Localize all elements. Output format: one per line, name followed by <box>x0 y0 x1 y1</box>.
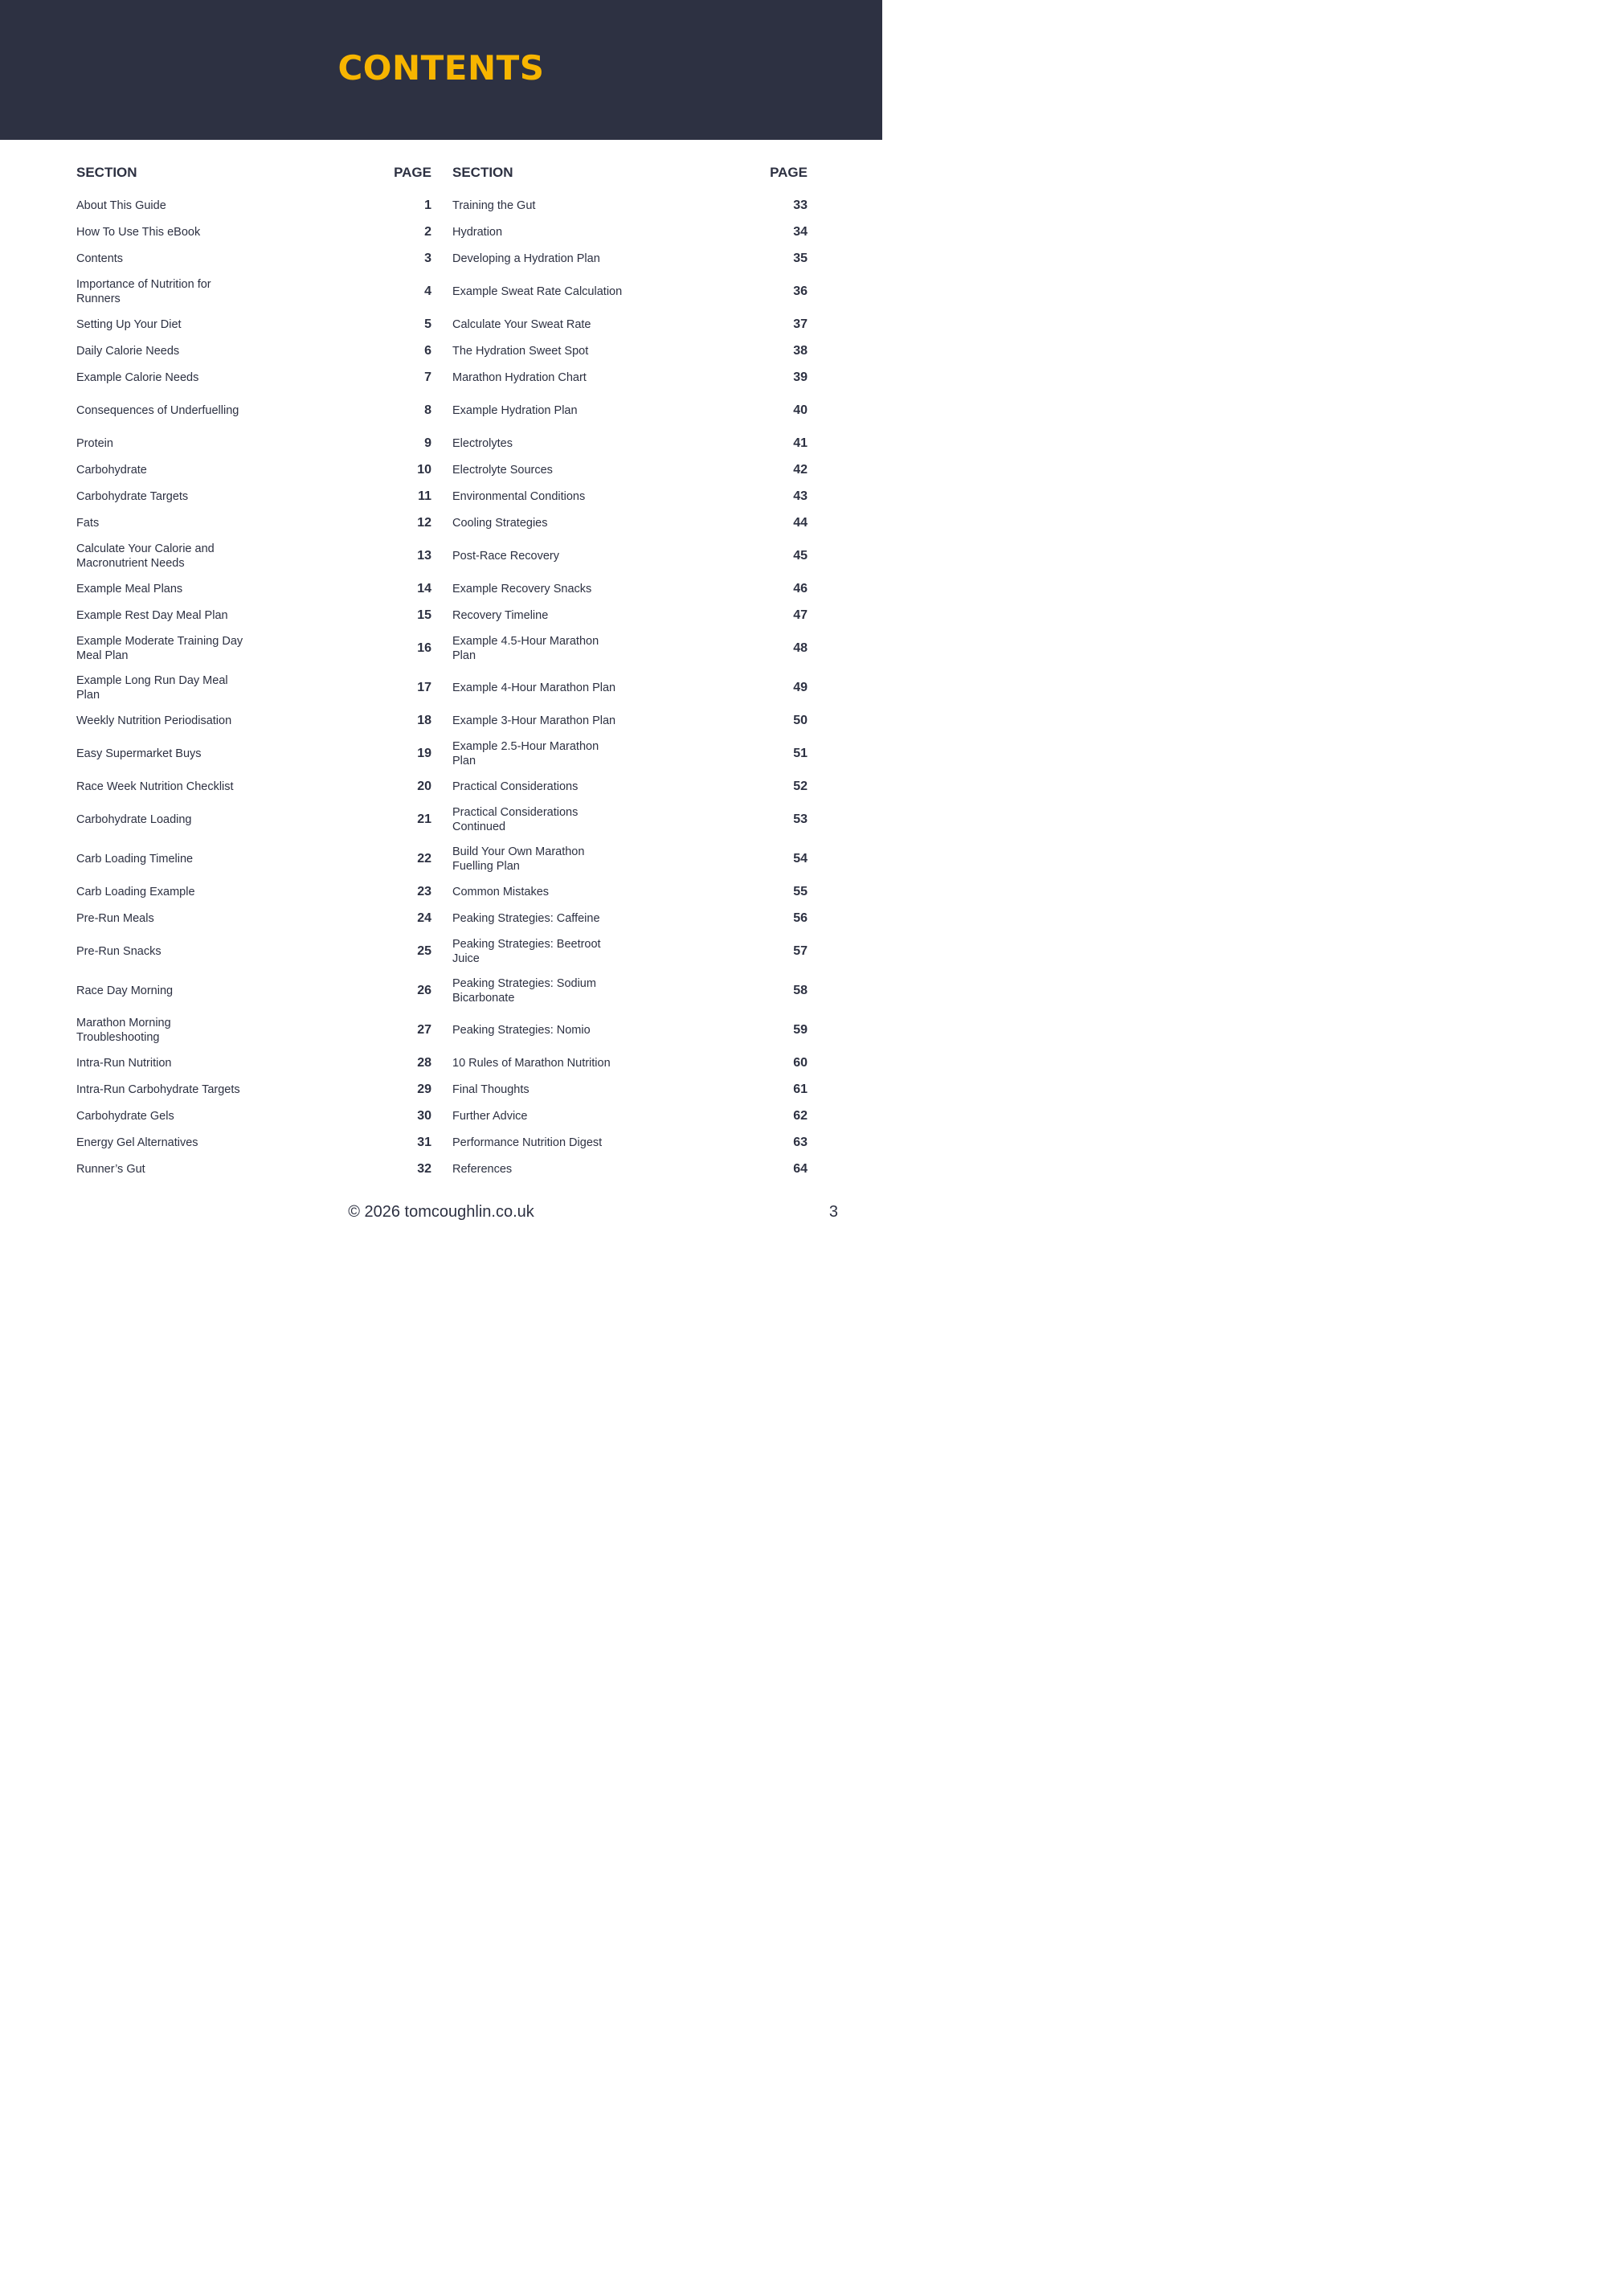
toc-entry-page-number: 42 <box>793 462 808 477</box>
toc-entry[interactable] <box>452 575 808 602</box>
toc-entry[interactable] <box>76 338 431 364</box>
toc-entry[interactable] <box>452 338 808 364</box>
toc-list <box>452 192 808 1182</box>
toc-entry-title: Carbohydrate Gels <box>76 1109 174 1123</box>
toc-entry-title: Environmental Conditions <box>452 489 586 503</box>
toc-entry-title: Example Hydration Plan <box>452 403 578 417</box>
page-title: CONTENTS <box>337 48 545 88</box>
toc-entry-page-number: 44 <box>793 515 808 530</box>
toc-entry[interactable] <box>76 311 431 338</box>
page-column-header: PAGE <box>394 165 431 180</box>
toc-entry-page-number: 33 <box>793 198 808 212</box>
toc-entry-page-number: 61 <box>793 1082 808 1096</box>
toc-entry-title: Consequences of Underfuelling <box>76 403 239 417</box>
toc-entry-page-number: 35 <box>793 251 808 265</box>
toc-entry-page-number: 60 <box>793 1055 808 1070</box>
toc-entry-page-number: 16 <box>417 641 431 655</box>
toc-header-row <box>76 165 431 181</box>
toc-entry[interactable] <box>452 734 808 773</box>
toc-entry-title: Race Day Morning <box>76 984 174 997</box>
section-column-header: SECTION <box>76 165 137 180</box>
toc-entry-page-number: 32 <box>417 1161 431 1176</box>
toc-entry-title: Protein <box>76 436 113 450</box>
toc-entry-page-number: 24 <box>417 911 431 925</box>
toc-entry-page-number: 11 <box>418 489 431 503</box>
toc-entry-title: Peaking Strategies: Beetroot Juice <box>452 937 601 965</box>
toc-entry[interactable] <box>76 1076 431 1103</box>
toc-entry-title: Race Week Nutrition Checklist <box>76 780 234 793</box>
toc-entry[interactable] <box>76 430 431 456</box>
toc-entry-page-number: 13 <box>417 548 431 563</box>
toc-entry-title: Fats <box>76 516 100 530</box>
toc-entry-page-number: 22 <box>417 851 431 866</box>
toc-entry-title: Peaking Strategies: Nomio <box>452 1023 591 1037</box>
footer-copyright: © 2026 tomcoughlin.co.uk <box>348 1203 534 1221</box>
toc-entry[interactable] <box>76 483 431 510</box>
toc-entry-page-number: 45 <box>793 548 808 563</box>
toc-entry-page-number: 51 <box>793 746 808 760</box>
toc-entry-page-number: 54 <box>793 851 808 866</box>
toc-entry-title: Calculate Your Sweat Rate <box>452 317 591 331</box>
toc-entry-page-number: 6 <box>424 343 431 358</box>
toc-entry-title: Example Recovery Snacks <box>452 582 592 595</box>
toc-entry-title: Carb Loading Example <box>76 885 195 898</box>
toc-entry[interactable] <box>76 707 431 734</box>
toc-entry[interactable] <box>76 364 431 391</box>
toc-entry-page-number: 31 <box>417 1135 431 1149</box>
toc-entry-title: Performance Nutrition Digest <box>452 1136 603 1149</box>
toc-entry[interactable] <box>452 971 808 1010</box>
toc-entry-title: Further Advice <box>452 1109 528 1123</box>
toc-entry-title: Electrolyte Sources <box>452 463 553 477</box>
toc-entry-page-number: 43 <box>793 489 808 503</box>
toc-entry[interactable] <box>76 668 431 707</box>
toc-entry-page-number: 34 <box>793 224 808 239</box>
section-column-header: SECTION <box>452 165 513 180</box>
toc-entry-title: Intra-Run Carbohydrate Targets <box>76 1083 240 1096</box>
toc-entry-page-number: 23 <box>417 884 431 898</box>
toc-entry[interactable] <box>452 456 808 483</box>
toc-entry-page-number: 25 <box>417 943 431 958</box>
toc-entry-page-number: 30 <box>417 1108 431 1123</box>
toc-entry[interactable] <box>452 602 808 628</box>
toc-entry[interactable] <box>452 668 808 707</box>
toc-entry-title: Example Sweat Rate Calculation <box>452 284 623 298</box>
page-column-header: PAGE <box>770 165 808 180</box>
toc-entry-page-number: 27 <box>417 1022 431 1037</box>
toc-entry[interactable] <box>452 430 808 456</box>
toc-entry-title: Build Your Own Marathon Fuelling Plan <box>452 845 585 873</box>
toc-entry[interactable] <box>76 510 431 536</box>
toc-entry[interactable] <box>452 1156 808 1182</box>
toc-entry-page-number: 56 <box>793 911 808 925</box>
toc-entry[interactable] <box>76 602 431 628</box>
toc-entry-title: Electrolytes <box>452 436 513 450</box>
toc-entry[interactable] <box>452 391 808 430</box>
toc-entry[interactable] <box>452 839 808 878</box>
toc-entry[interactable] <box>76 800 431 839</box>
toc-entry-title: Example Long Run Day Meal Plan <box>76 673 228 702</box>
toc-entry-page-number: 58 <box>793 983 808 997</box>
toc-entry[interactable] <box>76 1050 431 1076</box>
toc-entry-title: Peaking Strategies: Caffeine <box>452 911 600 925</box>
toc-entry-page-number: 17 <box>417 680 431 694</box>
toc-entry[interactable] <box>76 575 431 602</box>
toc-entry[interactable] <box>76 905 431 931</box>
toc-entry-page-number: 15 <box>417 608 431 622</box>
toc-entry-page-number: 47 <box>793 608 808 622</box>
toc-entry-title: Example 3-Hour Marathon Plan <box>452 714 616 727</box>
toc-entry-title: Example 4-Hour Marathon Plan <box>452 681 616 694</box>
toc-entry-page-number: 50 <box>793 713 808 727</box>
toc-entry-title: About This Guide <box>76 198 166 212</box>
toc-entry[interactable] <box>452 311 808 338</box>
toc-entry-title: Example Calorie Needs <box>76 370 199 384</box>
toc-entry-page-number: 2 <box>424 224 431 239</box>
toc-entry[interactable] <box>76 734 431 773</box>
toc-entry[interactable] <box>452 364 808 391</box>
toc-entry-title: Developing a Hydration Plan <box>452 252 600 265</box>
toc-entry-title: Daily Calorie Needs <box>76 344 180 358</box>
toc-entry[interactable] <box>76 931 431 971</box>
toc-entry[interactable] <box>452 192 808 219</box>
toc-entry[interactable] <box>452 1129 808 1156</box>
toc-entry[interactable] <box>76 391 431 430</box>
toc-entry-page-number: 10 <box>417 462 431 477</box>
toc-entry[interactable] <box>452 931 808 971</box>
toc-entry-page-number: 1 <box>424 198 431 212</box>
toc-entry-title: Pre-Run Meals <box>76 911 154 925</box>
toc-entry-title: Calculate Your Calorie and Macronutrient Needs <box>76 542 215 570</box>
toc-entry-title: Example Meal Plans <box>76 582 183 595</box>
toc-entry-page-number: 46 <box>793 581 808 595</box>
toc-entry-page-number: 26 <box>417 983 431 997</box>
toc-entry[interactable] <box>76 628 431 668</box>
toc-entry-page-number: 52 <box>793 779 808 793</box>
toc-entry-title: Marathon Morning Troubleshooting <box>76 1016 171 1044</box>
toc-entry[interactable] <box>76 456 431 483</box>
toc-entry-title: Pre-Run Snacks <box>76 944 162 958</box>
toc-entry-title: Common Mistakes <box>452 885 550 898</box>
toc-entry[interactable] <box>76 971 431 1010</box>
toc-entry-title: Example Moderate Training Day Meal Plan <box>76 634 243 662</box>
footer-page-number: 3 <box>828 1203 838 1221</box>
toc-entry-title: References <box>452 1162 513 1176</box>
toc-entry[interactable] <box>76 536 431 575</box>
toc-entry-page-number: 18 <box>417 713 431 727</box>
toc-entry-title: Training the Gut <box>452 198 536 212</box>
toc-entry-page-number: 21 <box>417 812 431 826</box>
toc-entry-page-number: 19 <box>417 746 431 760</box>
toc-entry-page-number: 7 <box>424 370 431 384</box>
toc-entry[interactable] <box>76 839 431 878</box>
toc-entry[interactable] <box>76 1129 431 1156</box>
toc-entry-page-number: 38 <box>793 343 808 358</box>
toc-entry[interactable] <box>76 1103 431 1129</box>
toc-entry-page-number: 14 <box>417 581 431 595</box>
toc-entry[interactable] <box>452 1076 808 1103</box>
toc-entry[interactable] <box>76 192 431 219</box>
toc-entry-title: 10 Rules of Marathon Nutrition <box>452 1056 611 1070</box>
toc-entry[interactable] <box>76 1010 431 1050</box>
toc-entry-title: Carbohydrate Loading <box>76 812 192 826</box>
toc-entry-page-number: 49 <box>793 680 808 694</box>
toc-entry-title: Peaking Strategies: Sodium Bicarbonate <box>452 976 596 1005</box>
toc-entry-title: Carbohydrate <box>76 463 147 477</box>
toc-entry[interactable] <box>452 510 808 536</box>
toc-entry[interactable] <box>452 245 808 272</box>
toc-entry-page-number: 12 <box>417 515 431 530</box>
toc-entry-title: Example Rest Day Meal Plan <box>76 608 228 622</box>
toc-entry-title: Example 2.5-Hour Marathon Plan <box>452 739 599 767</box>
toc-entry[interactable] <box>452 219 808 245</box>
toc-entry[interactable] <box>76 1156 431 1182</box>
toc-entry-page-number: 41 <box>793 436 808 450</box>
toc-entry-title: Final Thoughts <box>452 1083 530 1096</box>
toc-entry[interactable] <box>76 773 431 800</box>
toc-entry-title: The Hydration Sweet Spot <box>452 344 589 358</box>
toc-entry-title: Example 4.5-Hour Marathon Plan <box>452 634 599 662</box>
toc-entry[interactable] <box>452 272 808 311</box>
toc-entry[interactable] <box>452 800 808 839</box>
toc-column-left <box>76 165 431 1182</box>
toc-entry-title: Importance of Nutrition for Runners <box>76 277 211 305</box>
toc-entry-page-number: 63 <box>793 1135 808 1149</box>
toc-entry-title: Setting Up Your Diet <box>76 317 182 331</box>
toc-entry[interactable] <box>452 707 808 734</box>
toc-entry[interactable] <box>452 483 808 510</box>
toc-entry-page-number: 37 <box>793 317 808 331</box>
toc-entry-title: Carbohydrate Targets <box>76 489 189 503</box>
toc-entry-page-number: 39 <box>793 370 808 384</box>
toc-entry-page-number: 36 <box>793 284 808 298</box>
toc-entry-page-number: 20 <box>417 779 431 793</box>
toc-entry-title: Hydration <box>452 225 503 239</box>
toc-entry[interactable] <box>452 905 808 931</box>
toc-entry-page-number: 28 <box>417 1055 431 1070</box>
toc-entry-page-number: 55 <box>793 884 808 898</box>
toc-entry[interactable] <box>452 1103 808 1129</box>
toc-entry-page-number: 64 <box>793 1161 808 1176</box>
toc-entry[interactable] <box>452 773 808 800</box>
toc-entry-title: Intra-Run Nutrition <box>76 1056 172 1070</box>
toc-entry[interactable] <box>76 272 431 311</box>
toc-entry-page-number: 9 <box>424 436 431 450</box>
toc-entry-title: Post-Race Recovery <box>452 549 559 563</box>
toc-entry-title: Practical Considerations Continued <box>452 805 579 833</box>
toc-entry[interactable] <box>76 878 431 905</box>
toc-entry-title: Recovery Timeline <box>452 608 549 622</box>
toc-entry-title: Runner’s Gut <box>76 1162 145 1176</box>
toc-entry-title: Cooling Strategies <box>452 516 548 530</box>
toc-entry-title: Easy Supermarket Buys <box>76 747 202 760</box>
toc-entry-page-number: 57 <box>793 943 808 958</box>
toc-entry[interactable] <box>76 245 431 272</box>
toc-entry-page-number: 62 <box>793 1108 808 1123</box>
toc-entry-page-number: 3 <box>424 251 431 265</box>
toc-column-right <box>452 165 808 1182</box>
toc-entry-title: Energy Gel Alternatives <box>76 1136 198 1149</box>
toc-entry-page-number: 4 <box>424 284 431 298</box>
toc-entry-page-number: 53 <box>793 812 808 826</box>
toc-entry-title: Practical Considerations <box>452 780 579 793</box>
toc-entry-page-number: 59 <box>793 1022 808 1037</box>
toc-header-row <box>452 165 808 181</box>
toc-entry-page-number: 40 <box>793 403 808 417</box>
toc-entry[interactable] <box>76 219 431 245</box>
toc-entry-page-number: 8 <box>424 403 431 417</box>
toc-entry-page-number: 48 <box>793 641 808 655</box>
toc-entry-title: How To Use This eBook <box>76 225 201 239</box>
toc-list <box>76 192 431 1182</box>
toc-entry-title: Carb Loading Timeline <box>76 852 194 866</box>
toc-entry[interactable] <box>452 536 808 575</box>
toc-entry[interactable] <box>452 1050 808 1076</box>
toc-entry[interactable] <box>452 878 808 905</box>
toc-entry-page-number: 29 <box>417 1082 431 1096</box>
toc-entry-title: Marathon Hydration Chart <box>452 370 587 384</box>
toc-entry-title: Contents <box>76 252 124 265</box>
toc-entry[interactable] <box>452 1010 808 1050</box>
toc-entry-page-number: 5 <box>424 317 431 331</box>
toc-entry[interactable] <box>452 628 808 668</box>
toc-entry-title: Weekly Nutrition Periodisation <box>76 714 232 727</box>
